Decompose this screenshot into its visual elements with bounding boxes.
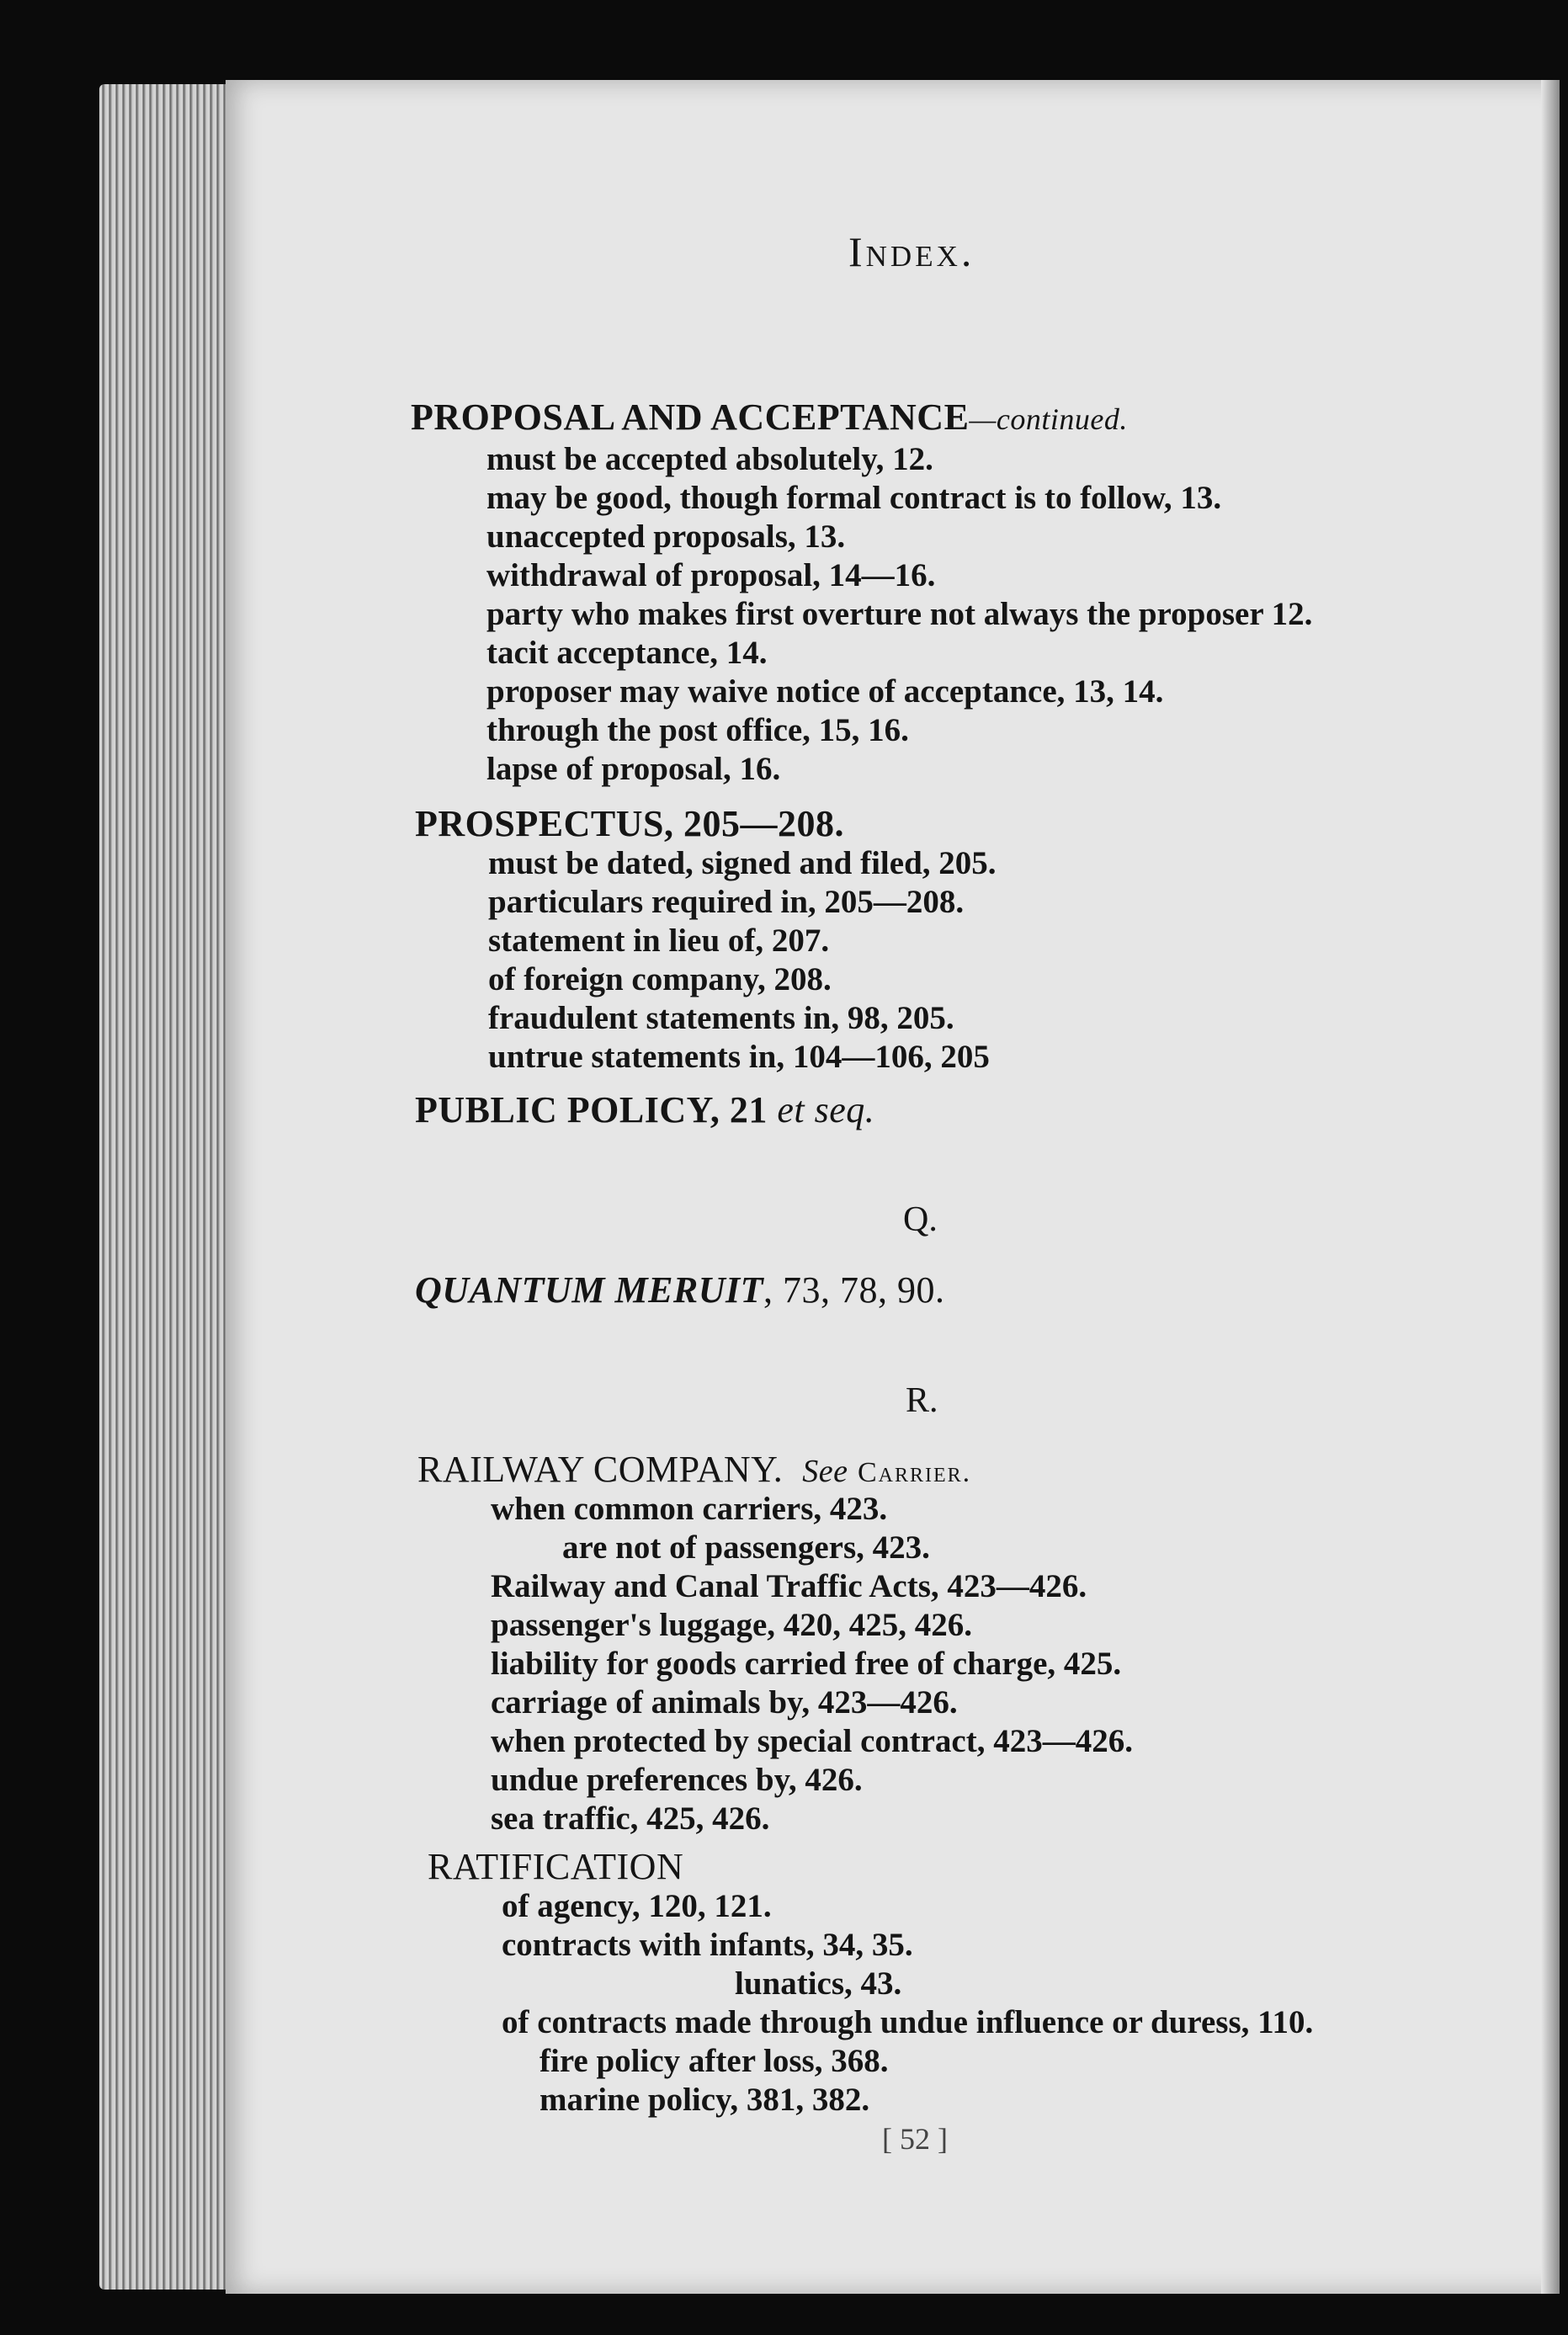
heading-public-policy-label: PUBLIC POLICY, 21 (415, 1089, 768, 1130)
continued-note: —continued. (969, 402, 1128, 436)
heading-public-policy (415, 1088, 874, 1131)
index-entry: contracts with infants, 34, 35. (502, 1927, 913, 1963)
index-entry: tacit acceptance, 14. (486, 635, 768, 671)
index-entry: sea traffic, 425, 426. (491, 1800, 770, 1837)
index-entry: statement in lieu of, 207. (488, 923, 830, 959)
index-entry: fraudulent statements in, 98, 205. (488, 1000, 954, 1036)
index-entry: Railway and Canal Traffic Acts, 423—426. (491, 1568, 1087, 1604)
cross-reference-carrier: Carrier. (857, 1457, 972, 1488)
index-entry: when protected by special contract, 423—426. (491, 1723, 1133, 1759)
page-number: [ 52 ] (882, 2122, 948, 2156)
index-entry: when common carriers, 423. (491, 1491, 888, 1527)
index-entry: through the post office, 15, 16. (486, 712, 909, 748)
index-entry: lapse of proposal, 16. (486, 751, 781, 787)
index-entry: may be good, though formal contract is to follow, 13. (486, 480, 1222, 516)
index-entry: passenger's luggage, 420, 425, 426. (491, 1607, 973, 1643)
heading-prospectus: PROSPECTUS, 205—208. (415, 803, 844, 844)
book-page (226, 80, 1560, 2294)
index-entry: withdrawal of proposal, 14—16. (486, 557, 936, 593)
index-entry: must be dated, signed and filed, 205. (488, 845, 997, 881)
heading-quantum-meruit (415, 1269, 945, 1311)
index-entry: carriage of animals by, 423—426. (491, 1684, 958, 1721)
index-entry: liability for goods carried free of charge, 425. (491, 1646, 1122, 1682)
heading-railway-label: RAILWAY COMPANY. (417, 1449, 784, 1490)
index-entry: of agency, 120, 121. (502, 1888, 772, 1924)
heading-proposal-label: PROPOSAL AND ACCEPTANCE (411, 396, 970, 438)
see-reference: See (802, 1454, 848, 1489)
index-entry: marine policy, 381, 382. (539, 2082, 870, 2118)
heading-ratification: RATIFICATION (428, 1846, 684, 1887)
index-entry: party who makes first overture not always the proposer 12. (486, 596, 1313, 632)
index-entry: are not of passengers, 423. (562, 1529, 930, 1566)
quantum-meruit-refs: , 73, 78, 90. (763, 1269, 945, 1311)
index-entry: undue preferences by, 426. (491, 1762, 863, 1798)
index-entry: untrue statements in, 104—106, 205 (488, 1039, 990, 1075)
gutter-shadow (1541, 80, 1560, 2294)
index-entry: unaccepted proposals, 13. (486, 519, 846, 555)
index-entry: of contracts made through undue influence or duress, 110. (502, 2004, 1314, 2040)
index-entry: must be accepted absolutely, 12. (486, 441, 933, 477)
letter-q: Q. (903, 1200, 938, 1239)
page-title: Index. (848, 228, 975, 275)
index-entry: fire policy after loss, 368. (539, 2043, 889, 2079)
index-entry: lunatics, 43. (735, 1965, 902, 2002)
letter-r: R. (906, 1381, 938, 1420)
index-entry: proposer may waive notice of acceptance, 13, 14. (486, 673, 1164, 710)
et-seq: et seq. (777, 1089, 875, 1130)
heading-proposal (411, 396, 1128, 439)
index-entry: particulars required in, 205—208. (488, 884, 965, 920)
heading-railway (417, 1448, 971, 1491)
index-entry: of foreign company, 208. (488, 961, 832, 997)
heading-quantum-meruit-label: QUANTUM MERUIT (415, 1269, 764, 1311)
